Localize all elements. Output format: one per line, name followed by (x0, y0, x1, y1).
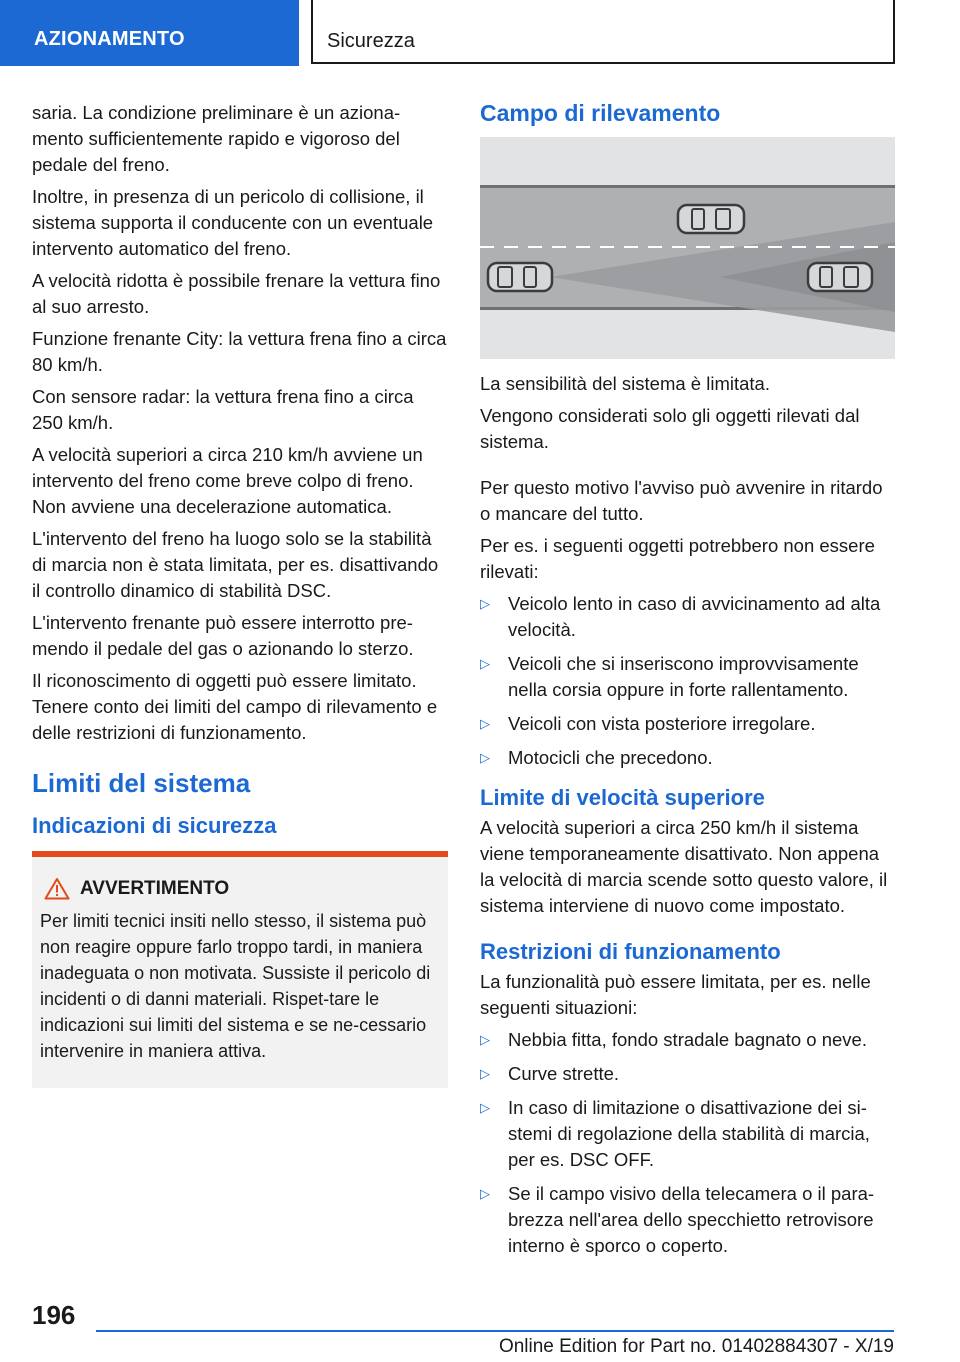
list-item: ▷ Curve strette. (480, 1061, 896, 1087)
paragraph: Per es. i seguenti oggetti potrebbero non essere rilevati: (480, 535, 875, 582)
section-title: Sicurezza (327, 30, 415, 52)
warning-header (44, 877, 440, 900)
paragraph: A velocità superiori a circa 250 km/h il sistema viene temporaneamente disattivato. Non appena la velocità di marcia scende sotto questo valore, il sistema interviene di nuovo come impostato. (480, 817, 888, 916)
left-column (32, 100, 448, 1088)
triangle-bullet-icon: ▷ (480, 750, 490, 765)
paragraph: L'intervento frenante può essere interrotto pre-mendo il pedale del gas o azionando lo sterzo. (32, 612, 414, 659)
paragraph: La funzionalità può essere limitata, per es. nelle seguenti situazioni: (480, 971, 871, 1018)
footer-divider (96, 1330, 894, 1332)
list-item: ▷ Motocicli che precedono. (480, 745, 896, 771)
car-ahead-icon (808, 263, 872, 291)
undetected-objects-list (480, 591, 896, 771)
heading-system-limits: Limiti del sistema (32, 768, 251, 798)
paragraph: Per questo motivo l'avviso può avvenire in ritardo o mancare del tutto. (480, 477, 883, 524)
chapter-title: AZIONAMENTO (34, 28, 185, 50)
paragraph: saria. La condizione preliminare è un aziona-mento sufficientemente rapido e vigoroso del pedale del freno. (32, 102, 401, 175)
triangle-bullet-icon: ▷ (480, 656, 490, 671)
chapter-tab (0, 0, 299, 66)
paragraph: La sensibilità del sistema è limitata. (480, 373, 770, 394)
detection-field-illustration (480, 137, 895, 359)
list-item: ▷ Se il campo visivo della telecamera o il para-brezza nell'area dello specchietto retrovisore interno è sporco o coperto. (480, 1183, 875, 1256)
page-number: 196 (32, 1300, 76, 1330)
heading-detection-field: Campo di rilevamento (480, 100, 721, 126)
paragraph: A velocità ridotta è possibile frenare la vettura fino al suo arresto. (32, 270, 441, 317)
triangle-bullet-icon: ▷ (480, 1032, 490, 1047)
heading-upper-speed-limit: Limite di velocità superiore (480, 785, 765, 810)
paragraph: Vengono considerati solo gli oggetti rilevati dal sistema. (480, 405, 860, 452)
warning-title: AVVERTIMENTO (80, 877, 230, 899)
heading-safety-notes: Indicazioni di sicurezza (32, 813, 277, 838)
warning-box (32, 851, 448, 1088)
footer-edition: Online Edition for Part no. 01402884307 - X/19 (498, 1336, 894, 1357)
triangle-bullet-icon: ▷ (480, 716, 490, 731)
list-item: ▷ Veicolo lento in caso di avvicinamento ad alta velocità. (480, 593, 881, 640)
car-ego-icon (488, 263, 552, 291)
list-item: ▷ Veicoli che si inseriscono improvvisamente nella corsia oppure in forte rallentamento. (480, 653, 859, 700)
paragraph: Inoltre, in presenza di un pericolo di collisione, il sistema supporta il conducente con un eventuale intervento automatico del freno. (32, 186, 434, 259)
warning-triangle-icon (44, 877, 70, 900)
restrictions-list (480, 1027, 896, 1259)
heading-functional-restrictions: Restrizioni di funzionamento (480, 939, 781, 964)
warning-text: Per limiti tecnici insiti nello stesso, il sistema può non reagire oppure farlo troppo tardi, in maniera inadeguata o non motivata. Sussiste il pericolo di incidenti o di danni materiali. Rispet-tare le indicazioni sui limiti del sistema e se ne-cessario intervenire in maniera attiva. (40, 911, 431, 1061)
road-diagram (480, 137, 895, 359)
triangle-bullet-icon: ▷ (480, 1186, 490, 1201)
list-item: ▷ In caso di limitazione o disattivazione dei si-stemi di regolazione della stabilità di marcia, per es. DSC OFF. (480, 1097, 870, 1170)
triangle-bullet-icon: ▷ (480, 1066, 490, 1081)
triangle-bullet-icon: ▷ (480, 1100, 490, 1115)
list-item: ▷ Veicoli con vista posteriore irregolare. (480, 711, 896, 737)
car-front-icon (678, 205, 744, 233)
list-item: ▷ Nebbia fitta, fondo stradale bagnato o neve. (480, 1027, 896, 1053)
triangle-bullet-icon: ▷ (480, 596, 490, 611)
paragraph: A velocità superiori a circa 210 km/h avviene un intervento del freno come breve colpo di freno. Non avviene una decelerazione automatica. (32, 444, 423, 517)
paragraph: L'intervento del freno ha luogo solo se la stabilità di marcia non è stata limitata, per es. disattivando il controllo dinamico di stabilità DSC. (32, 528, 439, 601)
paragraph: Il riconoscimento di oggetti può essere limitato. Tenere conto dei limiti del campo di rilevamento e delle restrizioni di funzionamento. (32, 670, 438, 743)
paragraph: Funzione frenante City: la vettura frena fino a circa 80 km/h. (32, 328, 447, 375)
right-column (480, 100, 896, 1267)
paragraph: Con sensore radar: la vettura frena fino a circa 250 km/h. (32, 386, 414, 433)
section-header (311, 0, 895, 64)
